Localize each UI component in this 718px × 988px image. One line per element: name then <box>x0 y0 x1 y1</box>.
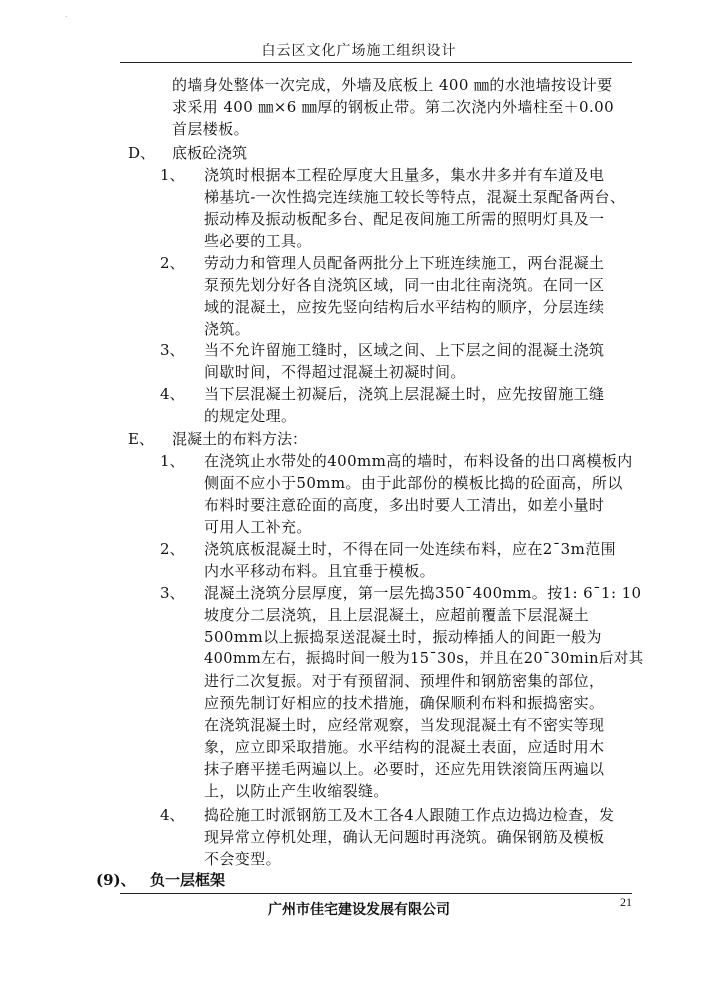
item-line: 500mm以上振捣泵送混凝土时，振动棒插人的间距一般为 <box>204 628 602 646</box>
item-line: 浇筑时根据本工程砼厚度大且量多，集水井多并有车道及电 <box>204 166 605 184</box>
item-line: 梯基坑-一次性捣完连续施工较长等特点，混凝土泵配备两台、 <box>204 188 626 206</box>
item-line: 400mm左右，振捣时间一般为15¯30s，并且在20¯30min后对其 <box>204 651 644 667</box>
item-line: 上，以防止产生收缩裂缝。 <box>204 782 389 800</box>
scan-speck: . <box>65 10 68 20</box>
item-line: 在浇筑止水带处的400mm高的墙时，布料设备的出口离模板内 <box>204 452 633 470</box>
item-line: 抹子磨平搓毛两遍以上。必要时，还应先用铁滚筒压两遍以 <box>204 760 605 778</box>
item-line: 侧面不应小于50mm。由于此部份的模板比捣的砼面高，所以 <box>204 474 623 492</box>
item-line: 当下层混凝土初凝后，浇筑上层混凝土时，应先按留施工缝 <box>204 385 605 403</box>
page-header: 白云区文化广场施工组织设计 <box>261 43 457 59</box>
item-number: 3、 <box>160 341 185 359</box>
item-line: 当不允许留施工缝时，区域之间、上下层之间的混凝土浇筑 <box>204 341 605 359</box>
item-number: 3、 <box>160 584 185 602</box>
item-number: 2、 <box>160 254 185 272</box>
item-number: 2、 <box>160 540 185 558</box>
item-line: 浇筑底板混凝土时，不得在同一处连续布料，应在2¯3m范围 <box>204 540 617 558</box>
intro-line: 的墙身处整体一次完成，外墙及底板上 400 ㎜的水池墙按设计要 <box>172 76 613 94</box>
item-line: 域的混凝土，应按先竖向结构后水平结构的顺序，分层连续 <box>204 298 605 316</box>
item-number: 4、 <box>160 806 185 824</box>
footer-rule <box>120 893 632 894</box>
item-line: 坡度分二层浇筑，且上层混凝土，应超前覆盖下层混凝土 <box>204 606 590 624</box>
item-line: 间歇时间，不得超过混凝土初凝时间。 <box>204 363 466 381</box>
page-footer: 广州市佳宅建设发展有限公司 <box>268 902 450 918</box>
item-line: 振动棒及振动板配多台、配足夜间施工所需的照明灯具及一 <box>204 210 605 228</box>
intro-line: 首层楼板。 <box>172 120 250 138</box>
item-line: 可用人工补充。 <box>204 518 312 536</box>
intro-line: 求采用 400 ㎜×6 ㎜厚的钢板止带。第二次浇内外墙柱至＋0.00 <box>172 98 615 116</box>
item-line: 象，应立即采取措施。水平结构的混凝土表面，应适时用木 <box>204 738 605 756</box>
item-line: 进行二次复振。对于有预留洞、预埋件和钢筋密集的部位， <box>204 672 605 690</box>
item-line: 浇筑。 <box>204 320 251 338</box>
item-line: 混凝土浇筑分层厚度，第一层先捣350¯400mm。按1: 6¯1: 10 <box>204 584 642 602</box>
item-line: 不会变型。 <box>204 850 282 868</box>
section-d-title: 底板砼浇筑 <box>172 144 248 162</box>
item-line: 内水平移动布料。且宜垂于模板。 <box>204 562 436 580</box>
header-rule <box>120 62 632 63</box>
item-number: 4、 <box>160 385 185 403</box>
item-line: 泵预先划分好各自浇筑区域，同一由北往南浇筑。在同一区 <box>204 276 605 294</box>
section-d-label: D、 <box>128 144 156 162</box>
section-9-label: (9)、 <box>96 871 136 889</box>
item-line: 在浇筑混凝土时，应经常观察，当发现混凝土有不密实等现 <box>204 716 605 734</box>
item-number: 1、 <box>160 452 185 470</box>
item-line: 的规定处理。 <box>204 407 297 425</box>
item-number: 1、 <box>160 166 185 184</box>
item-line: 捣砼施工时派钢筋工及木工各4人跟随工作点边捣边检查，发 <box>204 806 615 824</box>
item-line: 应预先制订好相应的技术措施，确保顺利布料和振捣密实。 <box>204 694 605 712</box>
section-9-title: 负一层框架 <box>150 871 226 889</box>
item-line: 些必要的工具。 <box>204 232 312 250</box>
section-e-label: E、 <box>128 430 154 448</box>
item-line: 劳动力和管理人员配备两批分上下班连续施工，两台混凝土 <box>204 254 605 272</box>
page-number: 21 <box>620 895 632 909</box>
item-line: 布料时要注意砼面的高度，多出时要人工清出，如差小量时 <box>204 496 605 514</box>
section-e-title: 混凝土的布料方法： <box>172 430 308 448</box>
item-line: 现异常立停机处理，确认无问题时再浇筑。确保钢筋及模板 <box>204 828 605 846</box>
